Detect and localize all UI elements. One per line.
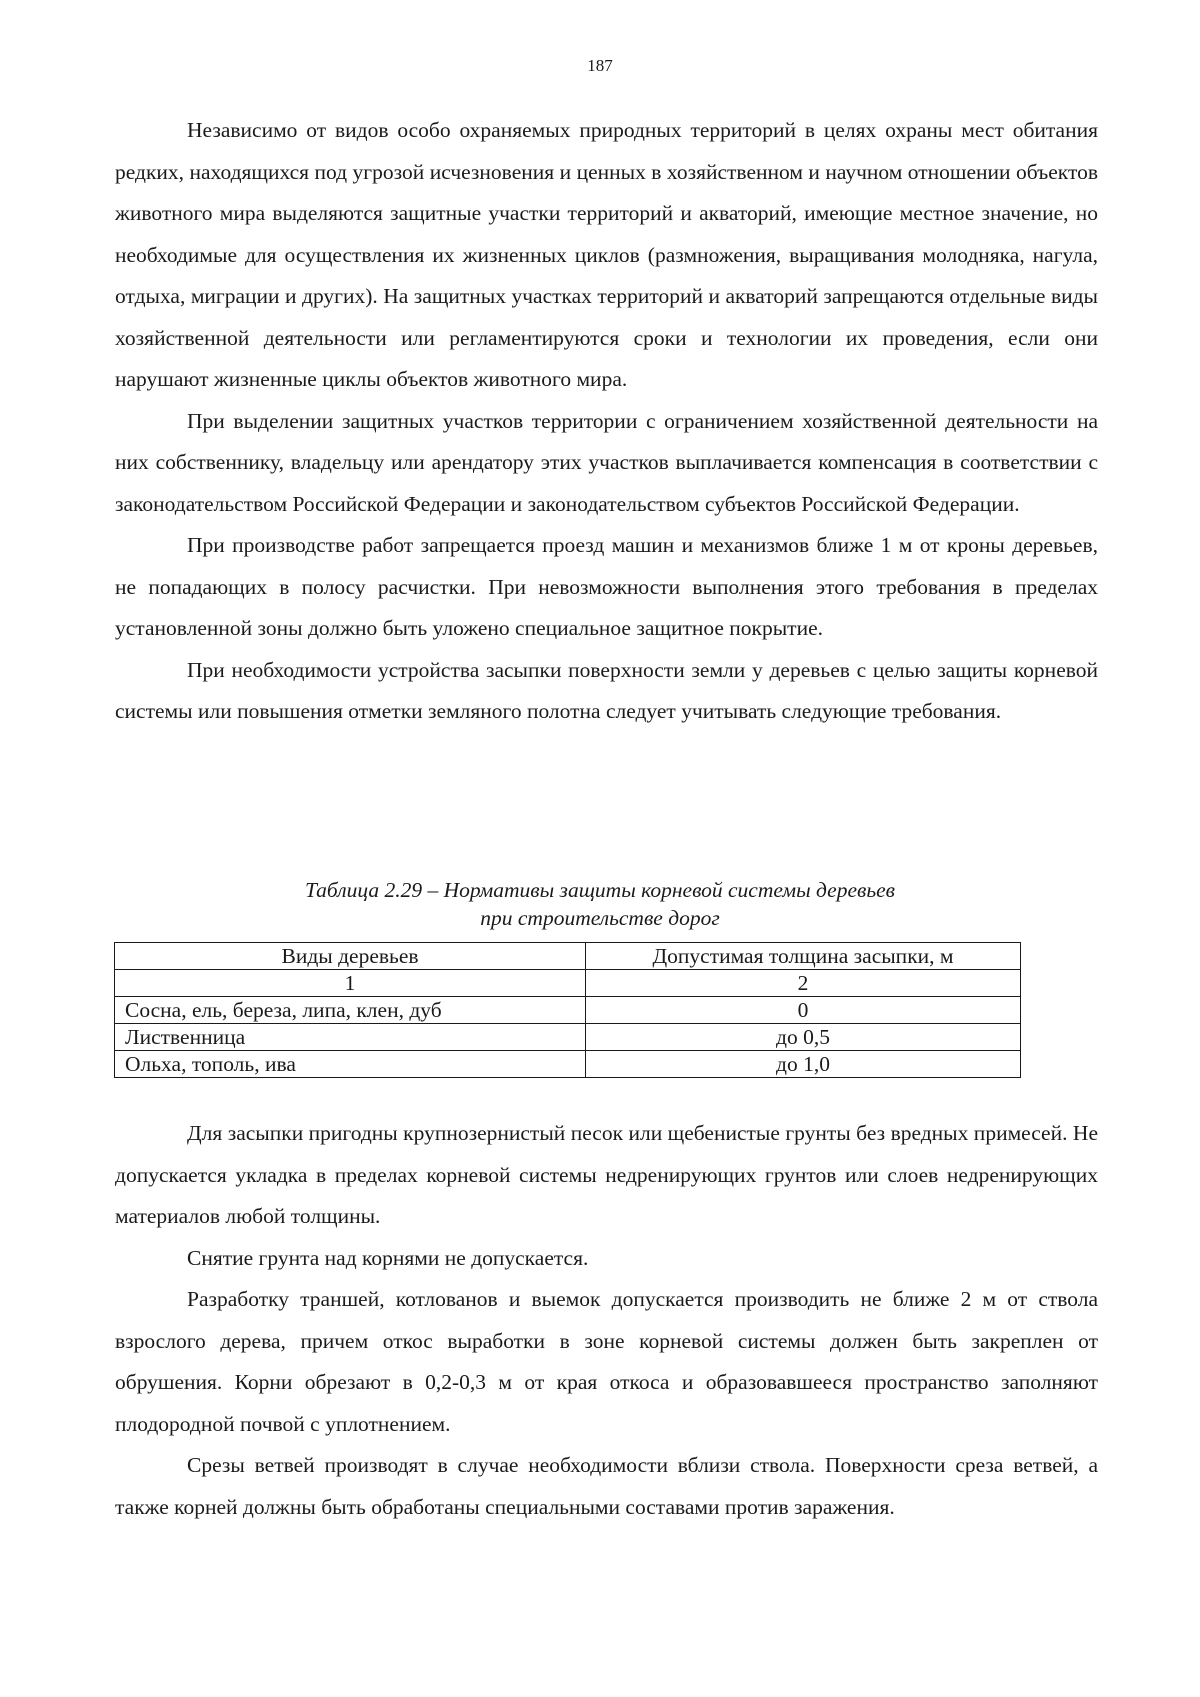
table-cell-tree-type: Ольха, тополь, ива (115, 1051, 586, 1078)
table-cell-thickness: 0 (586, 997, 1021, 1024)
page-number: 187 (587, 56, 613, 75)
table-cell-tree-type: Сосна, ель, береза, липа, клен, дуб (115, 997, 586, 1024)
paragraph: При выделении защитных участков территории с ограничением хозяйственной деятельности на них собственнику, владельцу или арендатору этих участков выплачивается компенсация в соответствии с законодательством Российской Федерации и законодательством субъектов Российской Федерации. (115, 408, 1098, 516)
paragraph: При необходимости устройства засыпки поверхности земли у деревьев с целью защиты корневой системы или повышения отметки земляного полотна следует учитывать следующие требования. (115, 657, 1098, 723)
text-block-bottom (115, 1113, 1098, 1528)
table-column-numbers-row (115, 970, 1021, 997)
header-fill-thickness: Допустимая толщина засыпки, м (586, 943, 1021, 970)
table-caption (0, 876, 1200, 932)
column-number-2: 2 (586, 970, 1021, 997)
table-row (115, 997, 1021, 1024)
table-cell-thickness: до 0,5 (586, 1024, 1021, 1051)
column-number-1: 1 (115, 970, 586, 997)
header-tree-types: Виды деревьев (115, 943, 586, 970)
table-caption-line-2: при строительстве дорог (480, 906, 720, 930)
table-caption-line-1: Таблица 2.29 – Нормативы защиты корневой системы деревьев (304, 878, 895, 902)
table-header-row (115, 943, 1021, 970)
table-row (115, 1024, 1021, 1051)
text-block-top (115, 110, 1098, 733)
table-row (115, 1051, 1021, 1078)
paragraph: При производстве работ запрещается проезд машин и механизмов ближе 1 м от кроны деревьев, не попадающих в полосу расчистки. При невозможности выполнения этого требования в пределах установленной зоны должно быть уложено специальное защитное покрытие. (115, 533, 1098, 640)
paragraph: Независимо от видов особо охраняемых природных территорий в целях охраны мест обитания редких, находящихся под угрозой исчезновения и ценных в хозяйственном и научном отношении объектов животного мира выделяются защитные участки территорий и акваторий, имеющие местное значение, но необходимые для осуществления их жизненных циклов (размножения, выращивания молодняка, нагула, отдыха, миграции и других). На защитных участках территорий и акваторий запрещаются отдельные виды хозяйственной деятельности или регламентируются сроки и технологии их проведения, если они нарушают жизненные циклы объектов животного мира. (115, 118, 1098, 391)
paragraph: Снятие грунта над корнями не допускается. (187, 1245, 589, 1270)
paragraph: Срезы ветвей производят в случае необходимости вблизи ствола. Поверхности среза ветвей, а также корней должны быть обработаны специальными составами против заражения. (115, 1453, 1098, 1519)
table-cell-thickness: до 1,0 (586, 1051, 1021, 1078)
paragraph: Разработку траншей, котлованов и выемок допускается производить не ближе 2 м от ствола взрослого дерева, причем откос выработки в зоне корневой системы должен быть закреплен от обрушения. Корни обрезают в 0,2-0,3 м от края откоса и образовавшееся пространство заполняют плодородной почвой с уплотнением. (115, 1287, 1098, 1436)
paragraph: Для засыпки пригодны крупнозернистый песок или щебенистые грунты без вредных примесей. Не допускается укладка в пределах корневой системы недренирующих грунтов или слоев недренирующих материалов любой толщины. (115, 1121, 1098, 1228)
root-protection-table (114, 942, 1021, 1078)
table-cell-tree-type: Лиственница (115, 1024, 586, 1051)
